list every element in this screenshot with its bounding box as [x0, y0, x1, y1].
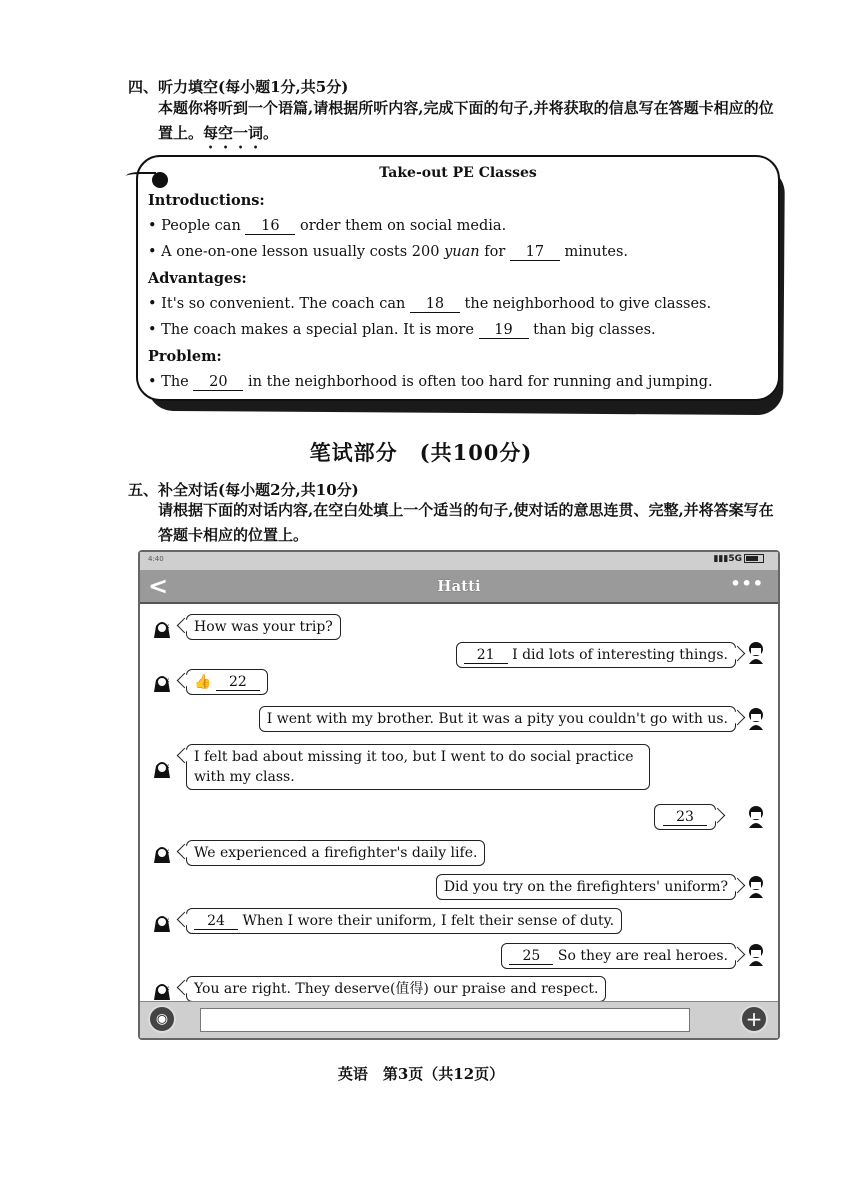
- chat-bubble-6: [654, 804, 716, 830]
- section4-heading: 四、听力填空(每小题1分,共5分): [128, 78, 349, 96]
- blank-18: 18: [410, 297, 460, 313]
- chat-bubble-2-text: I did lots of interesting things.: [512, 647, 728, 663]
- signal-bars-icon: ▮▮▮: [713, 554, 729, 564]
- section5-heading: 五、补全对话(每小题2分,共10分): [128, 481, 359, 499]
- friend-avatar-icon: [150, 756, 174, 780]
- card-line-4: [148, 322, 656, 339]
- friend-avatar-icon: [150, 616, 174, 640]
- user-avatar-icon: [744, 706, 768, 730]
- battery-icon: [744, 554, 764, 563]
- chat-bubble-11: You are right. They deserve(值得) our praise and respect.: [186, 976, 606, 1002]
- card-line-3-a: • It's so convenient. The coach can: [148, 296, 406, 312]
- friend-avatar-icon: [150, 841, 174, 865]
- svg-text::: :: [167, 846, 170, 855]
- chat-input-bar: [140, 1001, 778, 1038]
- chat-bubble-10: [501, 943, 736, 969]
- card-problem-heading: Problem:: [148, 348, 222, 365]
- friend-avatar-icon: [150, 978, 174, 1002]
- card-line-5-b: in the neighborhood is often too hard for running and jumping.: [247, 374, 713, 390]
- user-avatar-icon: [744, 804, 768, 828]
- chat-bubble-2: [456, 642, 736, 668]
- status-bar: [140, 552, 778, 570]
- voice-icon[interactable]: ◉: [148, 1005, 176, 1033]
- chat-bubble-5: I felt bad about missing it too, but I went to do social practice with my class.: [186, 744, 650, 790]
- svg-text::: :: [167, 675, 170, 684]
- written-part-title: 笔试部分 (共100分): [309, 440, 533, 465]
- page-footer: 英语 第3页（共12页）: [337, 1065, 505, 1083]
- card-advantages-heading: Advantages:: [148, 270, 247, 287]
- card-line-5: [148, 374, 713, 391]
- card-line-2: [148, 244, 628, 261]
- status-indicators: [713, 554, 764, 564]
- svg-text::: :: [167, 983, 170, 992]
- blank-25: 25: [509, 949, 553, 965]
- chat-bubble-9: [186, 908, 622, 934]
- card-line-1-a: • People can: [148, 218, 241, 234]
- status-time: 4:40: [148, 555, 164, 563]
- chat-bubble-10-text: So they are real heroes.: [557, 948, 728, 964]
- plus-icon[interactable]: +: [740, 1005, 768, 1033]
- phone-frame: [138, 550, 780, 1040]
- svg-text::: :: [167, 621, 170, 630]
- section4-instr-text: 本题你将听到一个语篇,请根据所听内容,完成下面的句子,并将获取的信息写在答题卡相应的位置上。: [158, 99, 774, 142]
- svg-text::: :: [167, 915, 170, 924]
- blank-17: 17: [510, 245, 560, 261]
- card-line-2-b: for: [484, 244, 506, 260]
- card-line-4-b: than big classes.: [533, 322, 656, 338]
- section4-instr-emphasis: 每空一词。: [203, 124, 279, 142]
- section4-instructions: [128, 96, 788, 152]
- blank-20: 20: [193, 375, 243, 391]
- section5-instr-text: 请根据下面的对话内容,在空白处填上一个适当的句子,使对话的意思连贯、完整,并将答案写在答题卡相应的位置上。: [158, 501, 774, 544]
- chat-area: [140, 604, 778, 1004]
- card-line-2-a: • A one-on-one lesson usually costs 200: [148, 244, 440, 260]
- chevron-left-icon[interactable]: <: [148, 572, 169, 600]
- svg-text::: :: [167, 761, 170, 770]
- blank-16: 16: [245, 219, 295, 235]
- blank-21: 21: [464, 648, 508, 664]
- card-line-3: [148, 296, 711, 313]
- friend-avatar-icon: [150, 910, 174, 934]
- user-avatar-icon: [744, 874, 768, 898]
- blank-23: 23: [663, 810, 707, 826]
- chat-bubble-9-text: When I wore their uniform, I felt their sense of duty.: [242, 913, 615, 929]
- card-line-5-a: • The: [148, 374, 189, 390]
- chat-bubble-1: How was your trip?: [186, 614, 341, 640]
- chat-bubble-4: I went with my brother. But it was a pity you couldn't go with us.: [259, 706, 736, 732]
- user-avatar-icon: [744, 942, 768, 966]
- ellipsis-icon[interactable]: •••: [730, 574, 764, 593]
- card-line-1-b: order them on social media.: [300, 218, 507, 234]
- card-title: Take-out PE Classes: [379, 165, 537, 181]
- chat-title: Hatti: [437, 577, 481, 595]
- chat-bubble-7: We experienced a firefighter's daily life.: [186, 840, 485, 866]
- card-line-4-a: • The coach makes a special plan. It is more: [148, 322, 474, 338]
- thumbs-up-icon: 👍: [194, 674, 212, 690]
- chat-header: [140, 570, 778, 604]
- blank-19: 19: [479, 323, 529, 339]
- network-label: 5G: [728, 554, 742, 564]
- chat-bubble-8: Did you try on the firefighters' uniform?: [436, 874, 736, 900]
- card-introductions-heading: Introductions:: [148, 192, 265, 209]
- blank-22: 22: [216, 675, 260, 691]
- card-line-3-b: the neighborhood to give classes.: [464, 296, 712, 312]
- card-line-2-c: minutes.: [564, 244, 628, 260]
- card-line-1: [148, 218, 506, 235]
- friend-avatar-icon: [150, 670, 174, 694]
- section5-instructions: [128, 498, 788, 548]
- chat-bubble-3: [186, 669, 268, 695]
- blank-24: 24: [194, 914, 238, 930]
- card-line-2-em: yuan: [444, 244, 480, 260]
- message-input[interactable]: [200, 1008, 690, 1032]
- user-avatar-icon: [744, 640, 768, 664]
